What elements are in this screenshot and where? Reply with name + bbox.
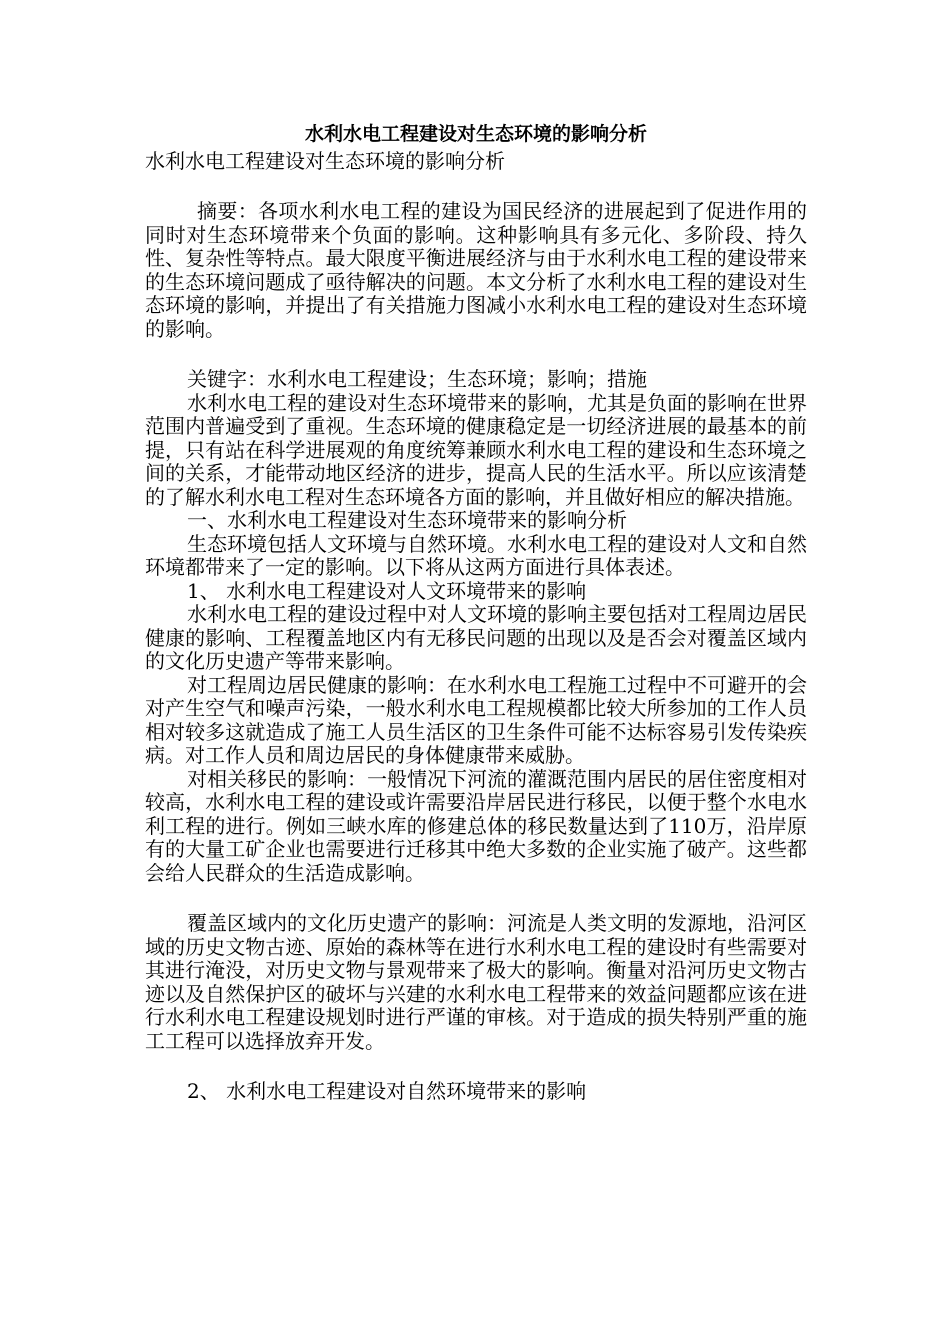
intro-paragraph: 水利水电工程的建设对生态环境带来的影响，尤其是负面的影响在世界范围内普遍受到了重视。生态环境的健康稳定是一切经济进展的最基本的前提，只有站在科学进展观的角度统筹兼顾水利水电工程的建设和生态环境之间的关系，才能带动地区经济的进步，提高人民的生活水平。所以应该清楚的了解水利水电工程对生态环境各方面的影响，并且做好相应的解决措施。 xyxy=(145,390,807,509)
keywords-line: 关键字：水利水电工程建设；生态环境；影响；措施 xyxy=(187,367,647,391)
migration-impact-paragraph: 对相关移民的影响：一般情况下河流的灌溉范围内居民的居住密度相对较高，水利水电工程的建设或许需要沿岸居民进行移民，以便于整个水电水利工程的进行。例如三峡水库的修建总体的移民数量达到了110万，沿岸原有的大量工矿企业也需要进行迁移其中绝大多数的企业实施了破产。这些都会给人民群众的生活造成影响。 xyxy=(145,766,807,885)
subsection-1-paragraph: 水利水电工程的建设过程中对人文环境的影响主要包括对工程周边居民健康的影响、工程覆盖地区内有无移民问题的出现以及是否会对覆盖区域内的文化历史遗产等带来影响。 xyxy=(145,602,807,673)
document-page xyxy=(145,118,807,1104)
abstract-paragraph: 摘要：各项水利水电工程的建设为国民经济的进展起到了促进作用的同时对生态环境带来个负面的影响。这种影响具有多元化、多阶段、持久性、复杂性等特点。最大限度平衡进展经济与由于水利水电工程的建设带来的生态环境问题成了亟待解决的问题。本文分析了水利水电工程的建设对生态环境的影响，并提出了有关措施力图减小水利水电工程的建设对生态环境的影响。 xyxy=(145,199,807,341)
document-title: 水利水电工程建设对生态环境的影响分析 xyxy=(304,123,647,145)
section-1-paragraph: 生态环境包括人文环境与自然环境。水利水电工程的建设对人文和自然环境都带来了一定的影响。以下将从这两方面进行具体表述。 xyxy=(145,531,807,579)
heritage-impact-paragraph: 覆盖区域内的文化历史遗产的影响：河流是人类文明的发源地，沿河区域的历史文物古迹、原始的森林等在进行水利水电工程的建设时有些需要对其进行淹没，对历史文物与景观带来了极大的影响。衡量对沿河历史文物古迹以及自然保护区的破坏与兴建的水利水电工程带来的效益问题都应该在进行水利水电工程建设规划时进行严谨的审核。对于造成的损失特别严重的施工工程可以选择放弃开发。 xyxy=(145,911,807,1053)
document-subtitle: 水利水电工程建设对生态环境的影响分析 xyxy=(145,149,505,173)
subsection-2-heading: 2、 水利水电工程建设对自然环境带来的影响 xyxy=(187,1079,587,1103)
health-impact-paragraph: 对工程周边居民健康的影响：在水利水电工程施工过程中不可避开的会对产生空气和噪声污染，一般水利水电工程规模都比较大所参加的工作人员相对较多这就造成了施工人员生活区的卫生条件可能不达标容易引发传染疾病。对工作人员和周边居民的身体健康带来威胁。 xyxy=(145,672,807,767)
section-1-heading: 一、水利水电工程建设对生态环境带来的影响分析 xyxy=(187,508,627,532)
subsection-1-heading: 1、 水利水电工程建设对人文环境带来的影响 xyxy=(187,578,587,603)
